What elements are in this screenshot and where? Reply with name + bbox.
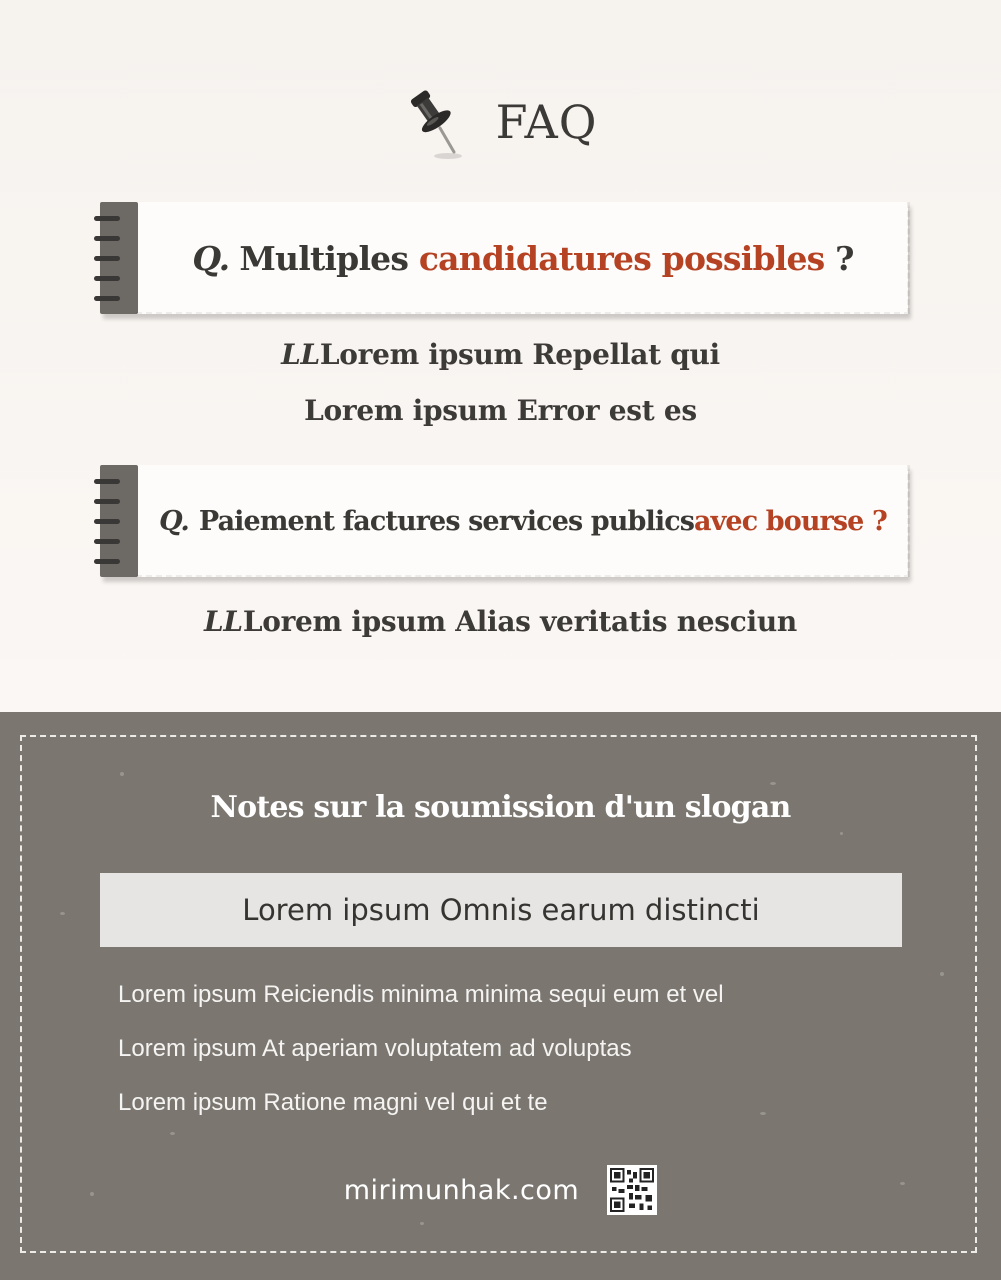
question-accent: avec bourse ? (694, 505, 887, 537)
notes-panel (0, 712, 1001, 1280)
notes-title: Notes sur la soumission d'un slogan (210, 790, 791, 825)
question-body: Paiement factures services publics (198, 505, 695, 537)
highlight-box: Lorem ipsum Omnis earum distincti (100, 873, 902, 947)
question-text (138, 202, 908, 314)
question-prefix: Q. (192, 238, 230, 278)
pushpin-icon (404, 82, 474, 162)
answer-line (0, 605, 1001, 638)
qr-code-icon[interactable] (607, 1165, 657, 1215)
question-body: Multiples (239, 238, 419, 278)
question-prefix: Q. (159, 505, 189, 537)
question-text (138, 465, 908, 577)
list-item: Lorem ipsum At aperiam voluptatem ad voluptas (118, 1035, 632, 1062)
notebook-spine (100, 202, 138, 314)
page-title: FAQ (495, 95, 598, 149)
question-accent: candidatures possibles (418, 238, 825, 278)
question-card (100, 202, 908, 314)
footer (0, 1160, 1001, 1220)
list-item: Lorem ipsum Reiciendis minima minima sequi eum et vel (118, 981, 724, 1008)
answer-line (0, 338, 1001, 371)
list-item: Lorem ipsum Ratione magni vel qui et te (118, 1089, 548, 1116)
question-suffix: ? (824, 238, 854, 278)
answer-prefix: LL (204, 605, 243, 638)
notes-list (118, 978, 724, 1140)
faq-header (0, 82, 1001, 162)
question-card (100, 465, 908, 577)
answer-text: Lorem ipsum Alias veritatis nesciun (242, 605, 797, 638)
website-link[interactable]: mirimunhak.com (343, 1174, 580, 1206)
answer-line (0, 394, 1001, 427)
answer-prefix: LL (281, 338, 320, 371)
answer-text: Lorem ipsum Error est es (304, 394, 697, 427)
answer-text: Lorem ipsum Repellat qui (319, 338, 720, 371)
notebook-spine (100, 465, 138, 577)
